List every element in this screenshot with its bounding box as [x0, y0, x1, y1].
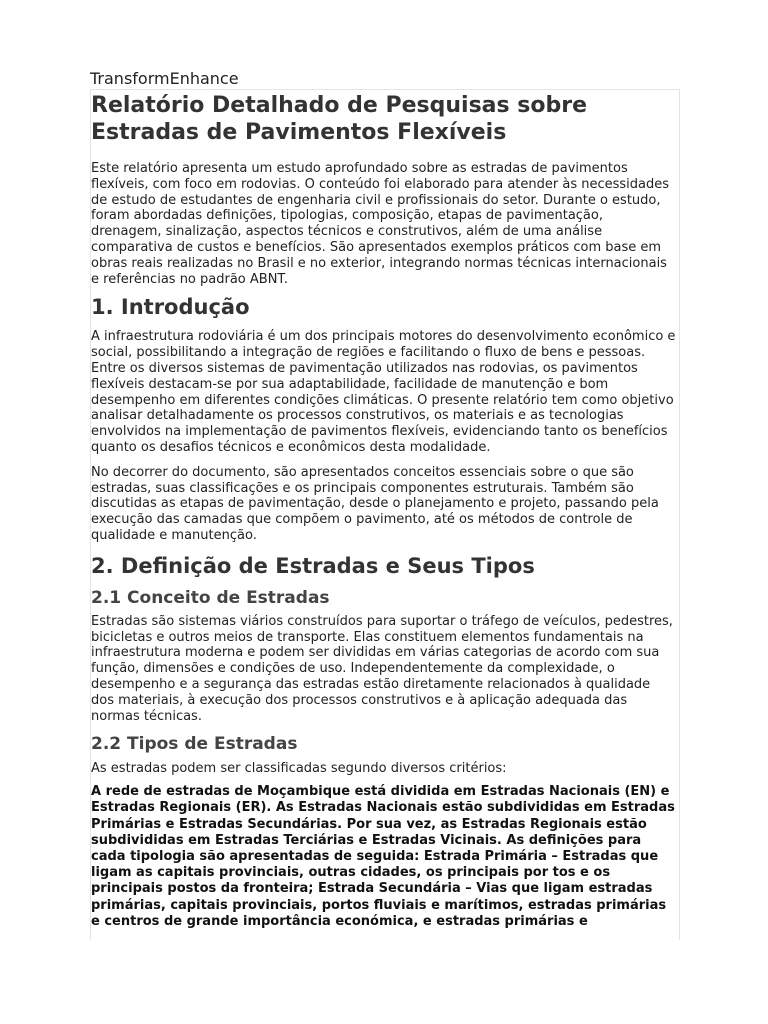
- document-content: [91, 90, 679, 930]
- section-2-2-paragraph: As estradas podem ser classificadas segundo diversos critérios:: [91, 761, 507, 777]
- intro-paragraph: Este relatório apresenta um estudo aprofundado sobre as estradas de pavimentos flexíveis, com foco em rodovias. O conteúdo foi elaborado para atender às necessidades de estudo de estudantes de engenharia civil e profissionais do setor. Durante o estudo, foram abordadas definições, tipologias, composição, etapas de pavimentação, drenagem, sinalização, aspectos técnicos e construtivos, além de uma análise comparativa de custos e benefícios. São apresentados exemplos práticos com base em obras reais realizadas no Brasil e no exterior, integrando normas técnicas internacionais e referências no padrão ABNT.: [91, 161, 670, 287]
- brand-name: TransformEnhance: [90, 69, 239, 88]
- road-network-bold-paragraph: A rede de estradas de Moçambique está dividida em Estradas Nacionais (EN) e Estradas Regionais (ER). As Estradas Nacionais estão subdivididas em Estradas Primárias e Estradas Secundárias. Por sua vez, as Estradas Regionais estão subdivididas em Estradas Terciárias e Estradas Vicinais. As definições para cada tipologia são apresentadas de seguida: Estrada Primária – Estradas que ligam as capitais provinciais, outras cidades, os principais por tos e os principais postos da fronteira; Estrada Secundária – Vias que ligam estradas primárias, capitais provinciais, portos fluviais e marítimos, estradas primárias e centros de grande importância económica, e estradas primárias e: [91, 784, 675, 929]
- section-2-1-paragraph: Estradas são sistemas viários construídos para suportar o tráfego de veículos, pedestres, bicicletas e outros meios de transporte. Elas constituem elementos fundamentais na infraestrutura moderna e podem ser divididas em várias categorias de acordo com sua função, dimensões e condições de uso. Independentemente da complexidade, o desempenho e a segurança das estradas estão diretamente relacionados à qualidade dos materiais, à execução dos processos construtivos e à aplicação adequada das normas técnicas.: [91, 613, 673, 724]
- document-title: Relatório Detalhado de Pesquisas sobre Estradas de Pavimentos Flexíveis: [91, 93, 587, 145]
- section-2-1-title: 2.1 Conceito de Estradas: [91, 587, 330, 608]
- document-page: [90, 89, 680, 940]
- section-1-paragraph-2: No decorrer do documento, são apresentados conceitos essenciais sobre o que são estradas, suas classificações e os principais componentes estruturais. Também são discutidas as etapas de pavimentação, desde o planejamento e projeto, passando pela execução das camadas que compõem o pavimento, até os métodos de controle de qualidade e manutenção.: [91, 464, 659, 543]
- section-2-2-title: 2.2 Tipos de Estradas: [91, 734, 298, 755]
- section-1-paragraph-1: A infraestrutura rodoviária é um dos principais motores do desenvolvimento econômico e social, possibilitando a integração de regiões e facilitando o fluxo de bens e pessoas. Entre os diversos sistemas de pavimentação utilizados nas rodovias, os pavimentos flexíveis destacam-se por sua adaptabilidade, facilidade de manutenção e bom desempenho em diferentes condições climáticas. O presente relatório tem como objetivo analisar detalhadamente os processos construtivos, os materiais e as tecnologias envolvidos na implementação de pavimentos flexíveis, evidenciando tanto os benefícios quanto os desafios técnicos e econômicos desta modalidade.: [91, 329, 676, 455]
- section-2-title: 2. Definição de Estradas e Seus Tipos: [91, 553, 535, 578]
- section-1-title: 1. Introdução: [91, 295, 250, 320]
